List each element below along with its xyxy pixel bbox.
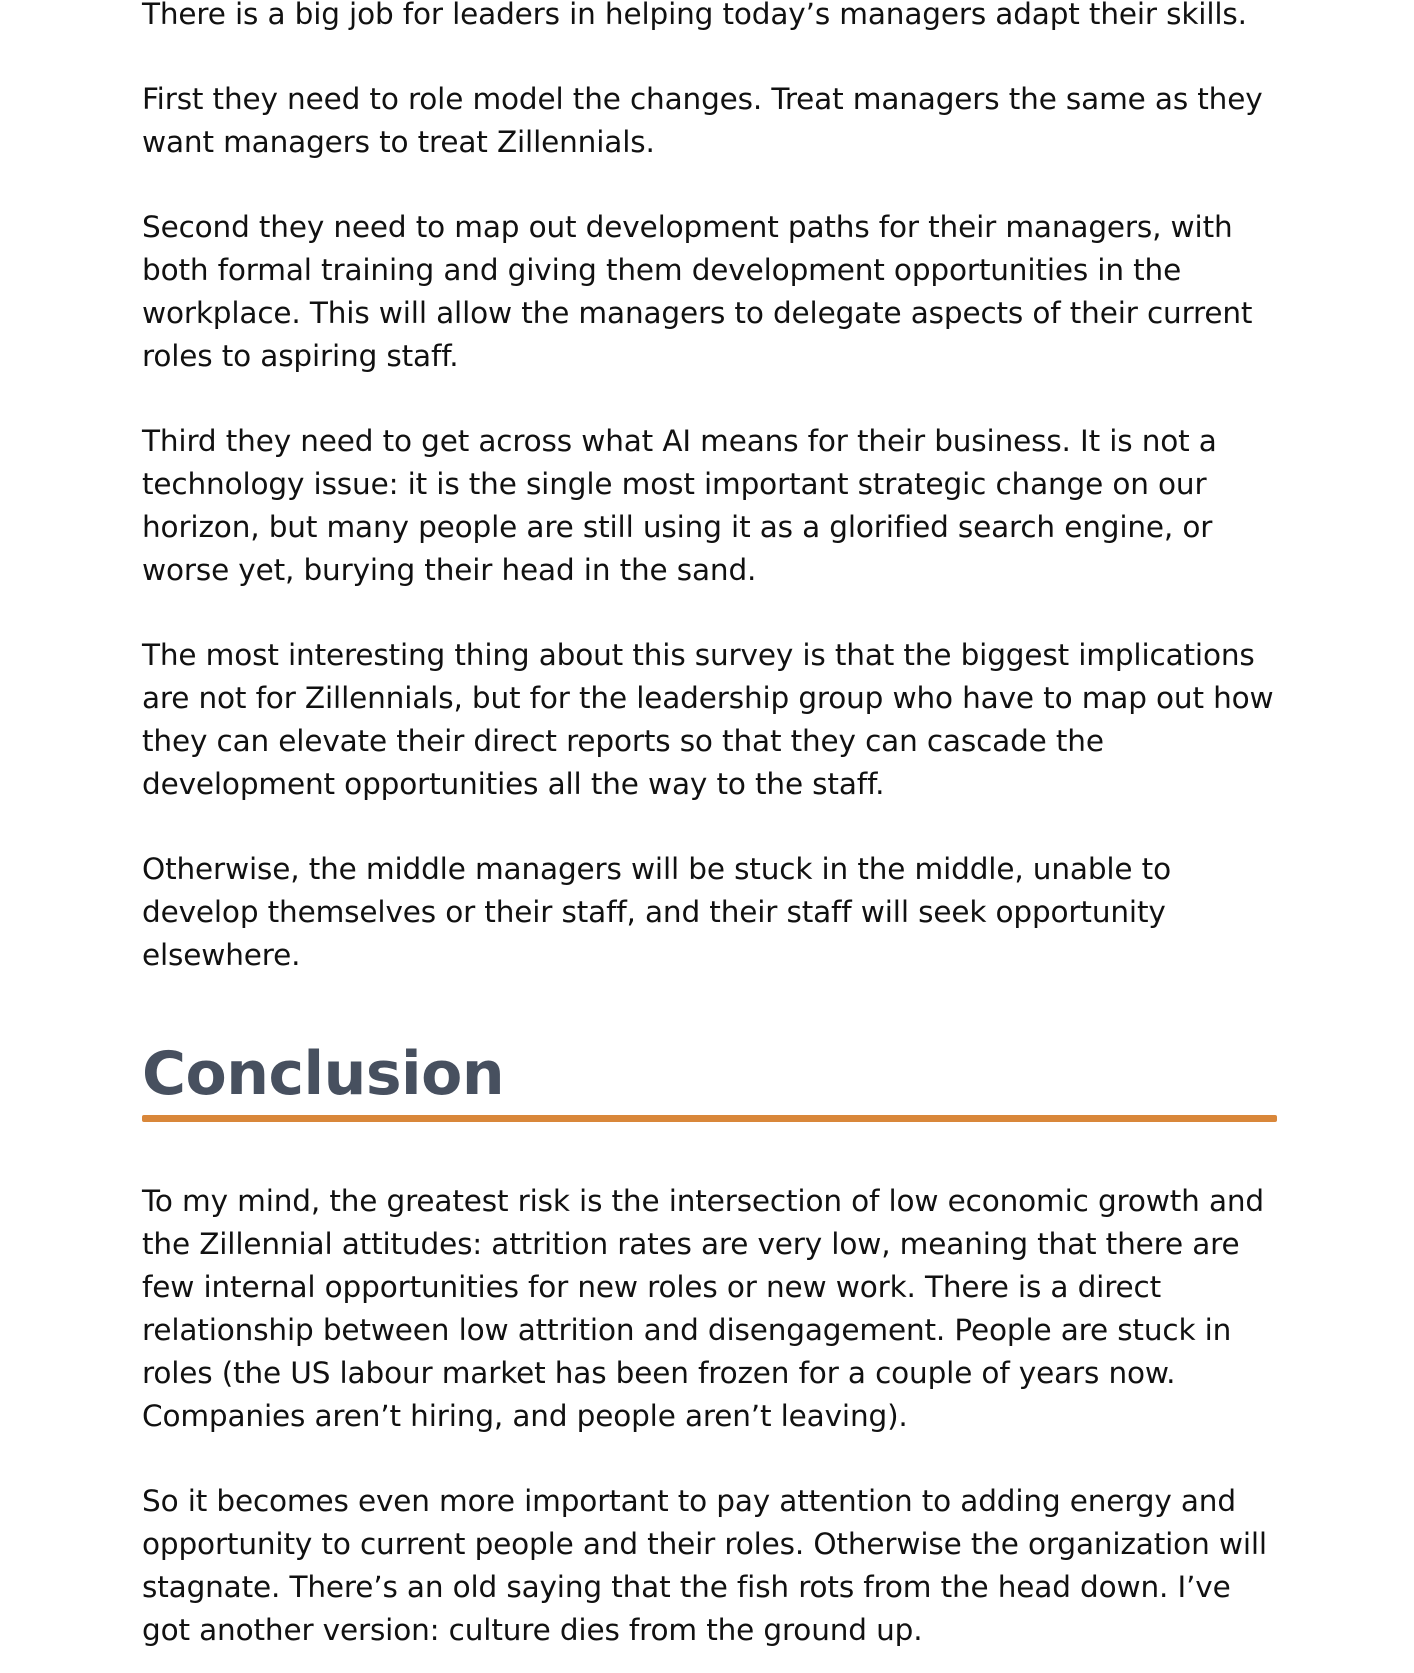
body-paragraph: There is a big job for leaders in helping today’s managers adapt their skills.	[142, 0, 1247, 31]
body-paragraph: To my mind, the greatest risk is the intersection of low economic growth and the Zillennial attitudes: attrition rates are very low, meaning that there are few internal opportunities for new roles or new work. There is a direct relationship between low attrition and disengagement. People are stuck in roles (the US labour market has been frozen for a couple of years now. Companies aren’t hiring, and people aren’t leaving).	[142, 1184, 1264, 1433]
conclusion-section-header	[142, 1037, 1277, 1122]
body-paragraph: Otherwise, the middle managers will be stuck in the middle, unable to develop themselves or their staff, and their staff will seek opportunity elsewhere.	[142, 852, 1171, 972]
body-paragraph: The most interesting thing about this survey is that the biggest implications are not for Zillennials, but for the leadership group who have to map out how they can elevate their direct reports so that they can cascade the development opportunities all the way to the staff.	[142, 638, 1274, 801]
heading-underline-rule	[142, 1115, 1277, 1122]
section-heading: Conclusion	[142, 1039, 505, 1109]
document-page	[142, 0, 1277, 1652]
body-paragraph: Second they need to map out development paths for their managers, with both formal training and giving them development opportunities in the workplace. This will allow the managers to delegate aspects of their current roles to aspiring staff.	[142, 210, 1253, 373]
body-paragraph: Third they need to get across what AI means for their business. It is not a technology issue: it is the single most important strategic change on our horizon, but many people are still using it as a glorified search engine, or worse yet, burying their head in the sand.	[142, 424, 1217, 587]
body-paragraph: First they need to role model the changes. Treat managers the same as they want managers to treat Zillennials.	[142, 82, 1263, 159]
body-paragraph: So it becomes even more important to pay attention to adding energy and opportunity to current people and their roles. Otherwise the organization will stagnate. There’s an old saying that the fish rots from the head down. I’ve got another version: culture dies from the ground up.	[142, 1484, 1267, 1647]
